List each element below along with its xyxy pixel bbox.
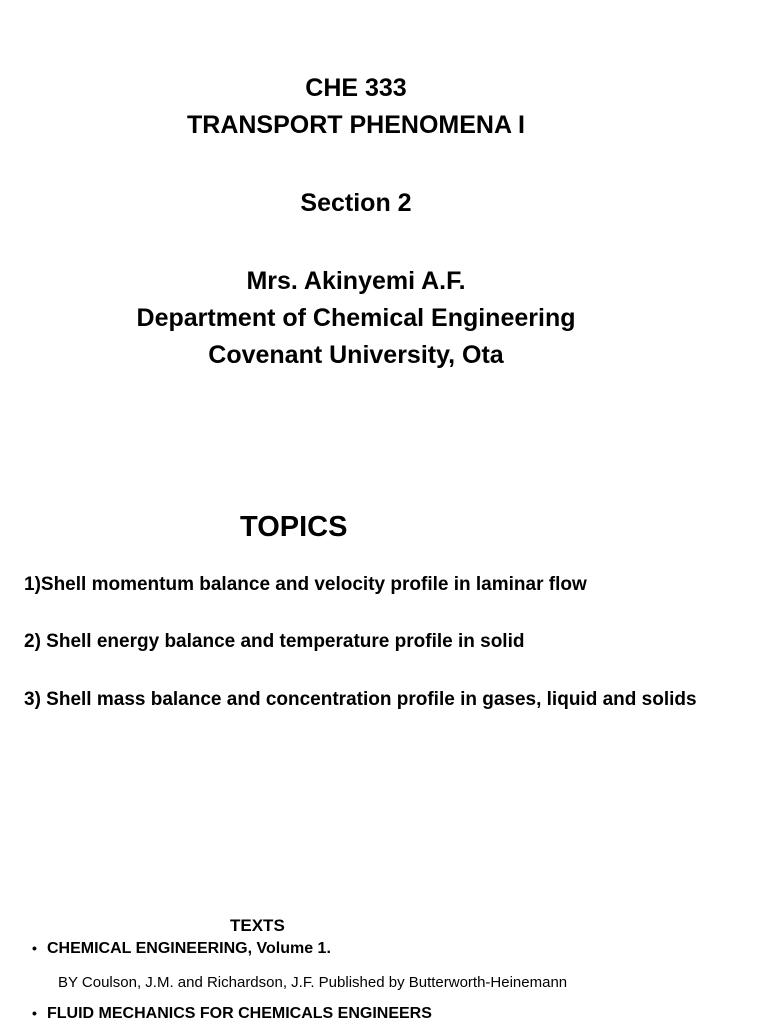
reference-1-title xyxy=(32,937,331,960)
reference-2-title-text: FLUID MECHANICS FOR CHEMICALS ENGINEERS xyxy=(47,1005,432,1022)
bullet-icon: • xyxy=(32,1005,37,1021)
reference-1-details: BY Coulson, J.M. and Richardson, J.F. Published by Butterworth-Heinemann xyxy=(58,974,568,991)
section-label-block xyxy=(0,185,712,222)
bullet-icon: • xyxy=(32,940,37,956)
texts-heading: TEXTS xyxy=(230,916,285,935)
topics-heading: TOPICS xyxy=(240,511,348,543)
department-name: Department of Chemical Engineering xyxy=(136,304,576,332)
reference-2-title xyxy=(32,1002,432,1025)
university-name: Covenant University, Ota xyxy=(208,341,504,369)
course-code: CHE 333 xyxy=(305,74,407,102)
reference-1-title-text: CHEMICAL ENGINEERING, Volume 1. xyxy=(47,940,331,957)
topic-item-1: 1)Shell momentum balance and velocity profile in laminar flow xyxy=(24,574,587,595)
lecturer-name: Mrs. Akinyemi A.F. xyxy=(246,267,466,295)
course-header xyxy=(0,70,712,144)
course-title: TRANSPORT PHENOMENA I xyxy=(187,111,525,139)
topic-item-2: 2) Shell energy balance and temperature profile in solid xyxy=(24,631,525,652)
topic-item-3: 3) Shell mass balance and concentration profile in gases, liquid and solids xyxy=(24,689,697,710)
section-label: Section 2 xyxy=(300,189,412,217)
lecturer-block xyxy=(0,263,712,374)
